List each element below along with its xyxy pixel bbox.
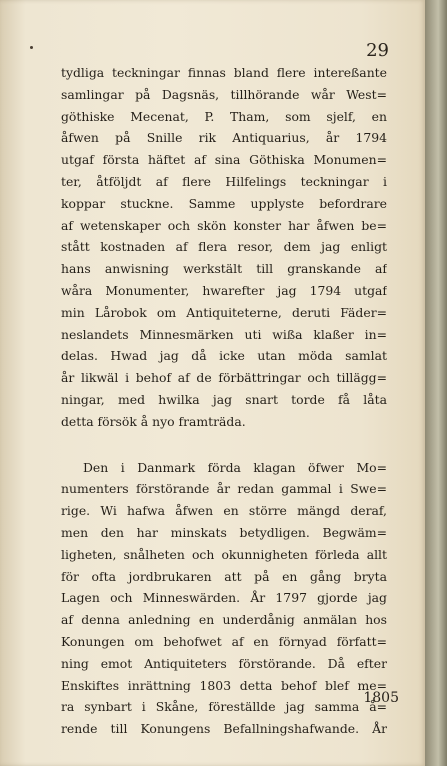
text-line: stått kostnaden af flera resor, dem jag enligt <box>61 239 387 255</box>
text-line: neslandets Minnesmärken uti wißa klaßer in= <box>61 326 387 342</box>
text-line: göthiske Mecenat, P. Tham, som sjelf, en <box>61 108 387 124</box>
text-line: år likwäl i behof af de förbättringar och tillägg= <box>61 370 387 386</box>
text-line: åfwen på Snille rik Antiquarius, år 1794 <box>61 130 387 146</box>
text-line: rende till Konungens Befallningshafwande. År <box>61 721 387 737</box>
page-edge <box>425 0 447 766</box>
text-line: hans anwisning werkstält till granskande af <box>61 261 387 277</box>
text-line: min Lårobok om Antiquiteterne, deruti Fäder= <box>61 304 387 320</box>
body-text <box>61 62 387 740</box>
text-line: men den har minskats betydligen. Begwäm= <box>61 524 387 540</box>
catchword: 1805 <box>363 690 399 706</box>
text-line: rige. Wi hafwa åfwen en större mängd deraf, <box>61 503 387 519</box>
text-line: ter, åtföljdt af flere Hilfelings teckningar i <box>61 173 387 189</box>
text-line: af denna anledning en underdånig anmälan hos <box>61 612 387 628</box>
text-line: detta försök å nyo framträda. <box>61 413 246 429</box>
paragraph-spacer <box>61 433 387 457</box>
page-number: 29 <box>366 40 389 61</box>
text-line: Den i Danmark förda klagan öfwer Mo= <box>83 459 387 475</box>
text-line: Konungen om behofwet af en förnyad författ= <box>61 633 387 649</box>
text-line: ra synbart i Skåne, föreställde jag samma å= <box>61 699 387 715</box>
text-line: wåra Monumenter, hwarefter jag 1794 utgaf <box>61 282 387 298</box>
paragraph-2 <box>61 457 387 740</box>
text-line: koppar stuckne. Samme upplyste befordrare <box>61 195 387 211</box>
text-line: ningar, med hwilka jag snart torde få låta <box>61 391 387 407</box>
ink-speck <box>30 46 33 49</box>
text-line: numenters förstörande år redan gammal i Swe= <box>61 481 387 497</box>
text-line: ning emot Antiquiteters förstörande. Då efter <box>61 655 387 671</box>
text-line: Lagen och Minneswärden. År 1797 gjorde jag <box>61 590 387 606</box>
paragraph-1 <box>61 62 387 433</box>
text-line: af wetenskaper och skön konster har åfwen be= <box>61 217 387 233</box>
text-line: utgaf första häftet af sina Göthiska Monumen= <box>61 152 387 168</box>
text-line: samlingar på Dagsnäs, tillhörande wår West= <box>61 86 387 102</box>
text-line: tydliga teckningar finnas bland flere intereßante <box>61 65 387 80</box>
text-line: ligheten, snålheten och okunnigheten förleda allt <box>61 546 387 562</box>
text-line: delas. Hwad jag då icke utan möda samlat <box>61 348 387 364</box>
text-line: för ofta jordbrukaren att på en gång bryta <box>61 568 387 584</box>
text-line: Enskiftes inrättning 1803 detta behof blef me= <box>61 677 387 693</box>
